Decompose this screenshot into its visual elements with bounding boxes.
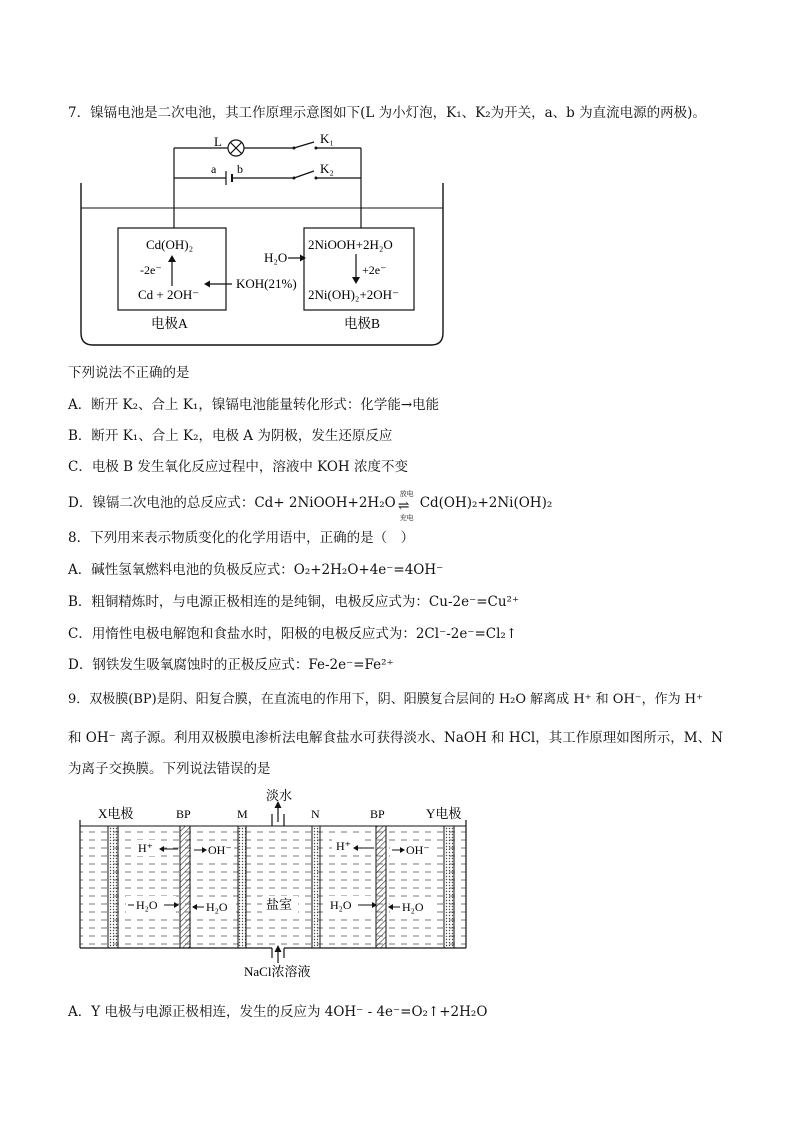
- q8-option-a[interactable]: A．碱性氢氧燃料电池的负极反应式：O₂+2H₂O+4e⁻=4OH⁻: [68, 562, 444, 578]
- reversible-arrow: 放电 ⇌ 充电: [397, 489, 414, 522]
- svg-text:盐室: 盐室: [266, 897, 293, 912]
- q7-option-c[interactable]: C．电极 B 发生氧化反应过程中，溶液中 KOH 浓度不变: [68, 459, 408, 475]
- svg-text:N: N: [311, 807, 320, 821]
- q8-stem: 8．下列用来表示物质变化的化学用语中，正确的是（ ）: [68, 530, 415, 546]
- svg-text:K₁: K₁: [320, 131, 334, 146]
- svg-text:电极A: 电极A: [151, 316, 188, 331]
- q9-option-a[interactable]: A．Y 电极与电源正极相连，发生的反应为 4OH⁻ - 4e⁻=O₂↑+2H₂O: [68, 1004, 488, 1020]
- svg-text:H₂O: H₂O: [264, 250, 288, 265]
- bulb-icon: [228, 140, 244, 156]
- nickel-cadmium-diagram: [76, 128, 456, 350]
- svg-text:H₂O: H₂O: [206, 900, 228, 914]
- svg-text:a: a: [211, 162, 217, 176]
- svg-text:H₂O: H₂O: [330, 898, 352, 912]
- q8-option-d[interactable]: D．钢铁发生吸氧腐蚀时的正极反应式：Fe-2e⁻=Fe²⁺: [68, 657, 394, 673]
- svg-text:Cd(OH)₂: Cd(OH)₂: [146, 237, 194, 252]
- svg-text:M: M: [237, 807, 248, 821]
- svg-text:2NiOOH+2H₂O: 2NiOOH+2H₂O: [308, 237, 393, 252]
- svg-text:L: L: [214, 134, 222, 149]
- svg-text:+2e⁻: +2e⁻: [362, 263, 387, 277]
- bipolar-membrane-diagram: [76, 788, 476, 980]
- svg-text:2Ni(OH)₂+2OH⁻: 2Ni(OH)₂+2OH⁻: [308, 287, 399, 302]
- svg-text:-2e⁻: -2e⁻: [140, 263, 162, 277]
- svg-text:H⁺: H⁺: [336, 839, 351, 853]
- q9-stem-line3: 为离子交换膜。下列说法错误的是: [68, 761, 271, 777]
- svg-text:H₂O: H₂O: [402, 900, 424, 914]
- svg-text:H₂O: H₂O: [136, 898, 158, 912]
- q9-stem-line2: 和 OH⁻ 离子源。利用双极膜电渗析法电解食盐水可获得淡水、NaOH 和 HCl，其工作原理如图所示，M、N: [68, 730, 723, 746]
- svg-text:OH⁻: OH⁻: [208, 843, 232, 857]
- svg-text:NaCl浓溶液: NaCl浓溶液: [244, 964, 311, 979]
- svg-text:K₂: K₂: [320, 161, 334, 176]
- q9-stem-line1: 9．双极膜(BP)是阴、阳复合膜，在直流电的作用下，阴、阳膜复合层间的 H₂O 解离成 H⁺ 和 OH⁻，作为 H⁺: [68, 692, 703, 707]
- svg-text:Y电极: Y电极: [426, 806, 462, 821]
- q7-stem: 7．镍镉电池是二次电池，其工作原理示意图如下(L 为小灯泡，K₁、K₂为开关，a、b 为直流电源的两极)。: [68, 105, 706, 121]
- svg-text:BP: BP: [176, 807, 191, 821]
- q7-prompt: 下列说法不正确的是: [68, 365, 190, 381]
- q7-option-d[interactable]: D．镍镉二次电池的总反应式：Cd+ 2NiOOH+2H₂O 放电 ⇌ 充电 Cd(OH)₂+2Ni(OH)₂: [68, 489, 553, 522]
- q7-option-b[interactable]: B．断开 K₁、合上 K₂，电极 A 为阴极，发生还原反应: [68, 428, 393, 444]
- svg-text:b: b: [237, 162, 243, 176]
- svg-text:H⁺: H⁺: [138, 841, 153, 855]
- q7-option-a[interactable]: A．断开 K₂、合上 K₁，镍镉电池能量转化形式：化学能→电能: [68, 397, 440, 413]
- q8-option-b[interactable]: B．粗铜精炼时，与电源正极相连的是纯铜，电极反应式为：Cu-2e⁻=Cu²⁺: [68, 594, 520, 610]
- svg-text:淡水: 淡水: [266, 788, 293, 803]
- q8-option-c[interactable]: C．用惰性电极电解饱和食盐水时，阳极的电极反应式为：2Cl⁻-2e⁻=Cl₂↑: [68, 626, 518, 642]
- svg-text:电极B: 电极B: [344, 316, 381, 331]
- svg-text:BP: BP: [370, 807, 385, 821]
- svg-text:KOH(21%): KOH(21%): [236, 276, 297, 291]
- svg-text:OH⁻: OH⁻: [406, 843, 430, 857]
- svg-text:X电极: X电极: [98, 806, 134, 821]
- svg-text:Cd + 2OH⁻: Cd + 2OH⁻: [138, 287, 200, 302]
